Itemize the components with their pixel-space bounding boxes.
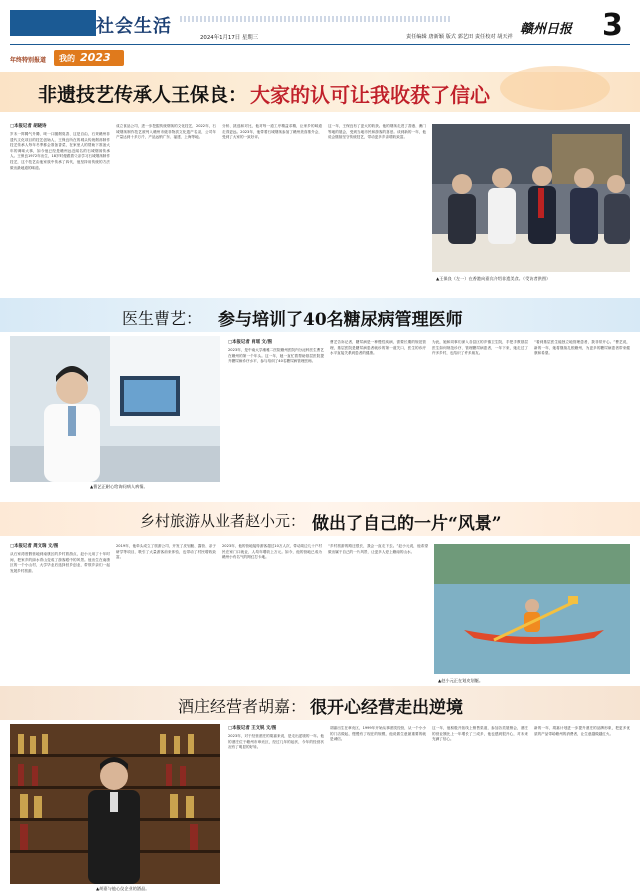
article-column-4: 新的一年，胡嘉计划进一步提升酒庄的品牌形象，把更多优质的产品带给赣州的消费者，让生意越做越红火。 (534, 726, 630, 736)
article-column-1: 2023年，是中南大学湘雅二医院赣州医院内分泌科医生曹艺在赣州的第一个年头。这一年，她一直忙着帮助基层医院提升糖尿病诊疗水平，参与培训了40名糖尿病管理医师。 (228, 348, 324, 364)
photo-hu-jia (10, 724, 220, 884)
paper-name: 赣州日报 (520, 22, 573, 37)
byline: □本报记者 周文瑞 文/图 (10, 544, 59, 549)
headline-part-b: 参与培训了40名糖尿病管理医师 (218, 310, 463, 330)
article-column-2: 胡嘉出生在章贡区，1999年开始从事酒类经营，从一个小小的门店做起，慢慢有了现在的规模，他说做生意最重要的就是诚信。 (330, 726, 426, 742)
article-column-4: “看到基层医生能独立地管理患者，我非常开心。”曹艺说，新的一年，她将继续扎根赣州，为更多的糖尿病患者带来健康和希望。 (534, 340, 630, 356)
byline: □本报记者 肖瑶 文/图 (228, 340, 272, 345)
masthead-rule (10, 44, 630, 45)
headline-part-a: 非遗技艺传承人王保良： (38, 84, 248, 106)
masthead (0, 0, 640, 64)
editor-credits: 责任编辑 唐新颖 版式 郭艺田 责任校对 胡天祥 (406, 34, 513, 40)
headline-part-b: 做出了自己的一片“风景” (312, 514, 502, 534)
article-zhao-xiaoyuan (0, 500, 640, 690)
photo-cao-yi (10, 336, 220, 482)
article-hu-jia (0, 684, 640, 896)
article-wang-baoliang (0, 66, 640, 312)
photo-wang-baoliang (432, 124, 630, 272)
article-column-1: 岁末一阵腾气升腾、咚一口腰烟臭香、这是自由，石采赣州非遗代文化项目的技艺创始人，王保良所在的城头传统烟荡制作技艺传承人每年冬季都会准备香菜，在家里人的帮助下准备大年的调味大事，如今他已经是赣州远近闻名的石城烟荡传承人。王保良1972年出生，18岁时便跟着父亲学习石城烟荡制作技艺，这个技艺由他家族中传承了四代，他坚持用传统的方法做出最地道的味道。 (10, 132, 110, 170)
page-number: 3 (602, 8, 623, 43)
masthead-bar (10, 10, 96, 36)
headline-part-a: 酒庄经营者胡嘉： (178, 697, 307, 716)
photo-caption: ▲曹艺正耐心给询问病人病情。 (90, 484, 148, 489)
article-column-3: 分析、挑选和对比，他对每一道工序精益求精，让家乡的味道走得更远。2023年，他带着石城烟荡参加了赣州美食推介会，受到了大家的一致好评。 (222, 124, 322, 140)
section-title: 社会生活 (96, 16, 172, 37)
banner-my: 我的 (59, 54, 75, 63)
article-column-2: 曹艺告诉记者，糖尿病是一种慢性疾病，需要长期的规范管理，基层医院是糖尿病患者就诊的第一道关口，医生的诊疗水平直接关系到患者的健康。 (330, 340, 426, 356)
article-column-4: “乡村旅游的路还很长，我会一直走下去。”赵小元说，他希望做出属于自己的一片风景，让更多人爱上赣南的山水。 (328, 544, 428, 554)
headline-part-b: 很开心经营走出逆境 (310, 698, 463, 718)
article-column-3: 为此，她和同事们深入各县区的乡镇卫生院，手把手教基层医生如何规范诊疗、管理糖尿病患者，一年下来，她走过了许多乡村，也结识了许多朋友。 (432, 340, 528, 356)
photo-caption: ▲王保良（左一）在香港向嘉宾介绍非遗美食。（受访者供图） (436, 276, 551, 281)
masthead-stripe (180, 16, 450, 22)
headline-ornament (500, 66, 610, 110)
article-column-2: 成立食品公司，进一步挖掘传统烟荡的文化技艺，2022年，石城烟荡制作技艺被列入赣州市级非物质文化遗产名录，公司年产量达到十多万斤，产品远销广东、福建、上海等地。 (116, 124, 216, 140)
banner-year: 2023 (80, 51, 111, 64)
headline-part-a: 医生曹艺： (122, 309, 203, 328)
banner-badge (54, 50, 124, 66)
article-column-3: 2023年，他的营地接待游客超过10万人次，带动周边几十户村民在家门口就业，人均年增收上万元。如今，他的营地已成为赣州小有名气的网红打卡地。 (222, 544, 322, 560)
banner-small: 年终特别报道 (10, 57, 47, 64)
byline: □本报记者 胡晓诗 (10, 124, 47, 129)
article-column-3: 这一年，他积极开拓线上销售渠道，参加各类展销会，酒庄的营业额比上一年增长了三成多，他也感到很开心，对未来充满了信心。 (432, 726, 528, 742)
byline: □本报记者 王文锐 文/图 (228, 726, 277, 731)
photo-zhao-xiaoyuan (434, 544, 630, 674)
headline-part-b: 大家的认可让我收获了信心 (250, 83, 490, 107)
photo-caption: ▲赵小元正在划皮划艇。 (438, 678, 484, 683)
article-column-4: 这一年，王保良有了更大的收获。他的烟荡走进了香港、澳门等地的展会，受到当地市民和游客的喜爱。谈到新的一年，他说会继续坚守传统技艺，带动更多乡亲增收致富。 (328, 124, 426, 140)
article-column-2: 2019年，他牵头成立了旅游公司，开发了皮划艇、露营、亲子研学等项目，吸引了大量游客前来体验，也带动了村民增收致富。 (116, 544, 216, 560)
article-cao-yi (0, 296, 640, 506)
photo-caption: ▲胡嘉与他心仪企业的酒品。 (96, 886, 150, 891)
article-column-1: 从石家湾度假营地到南康区的乡村旅游点，赵小元用了十年时间，把家乡的绿水青山变成了游客眼中的风景。他出生在南康区的一个小山村，大学毕业后选择回乡创业，带领乡亲们一起发展乡村旅游。 (10, 552, 110, 573)
headline-part-a: 乡村旅游从业者赵小元： (140, 512, 306, 530)
issue-date: 2024年1月17日 星期三 (200, 35, 259, 41)
article-column-1: 2023年，对于经营酒庄的胡嘉来说，是走出逆境的一年。他的酒庄位于赣州市章贡区，经过几年的起伏，今年的经营状况有了明显的好转。 (228, 734, 324, 750)
